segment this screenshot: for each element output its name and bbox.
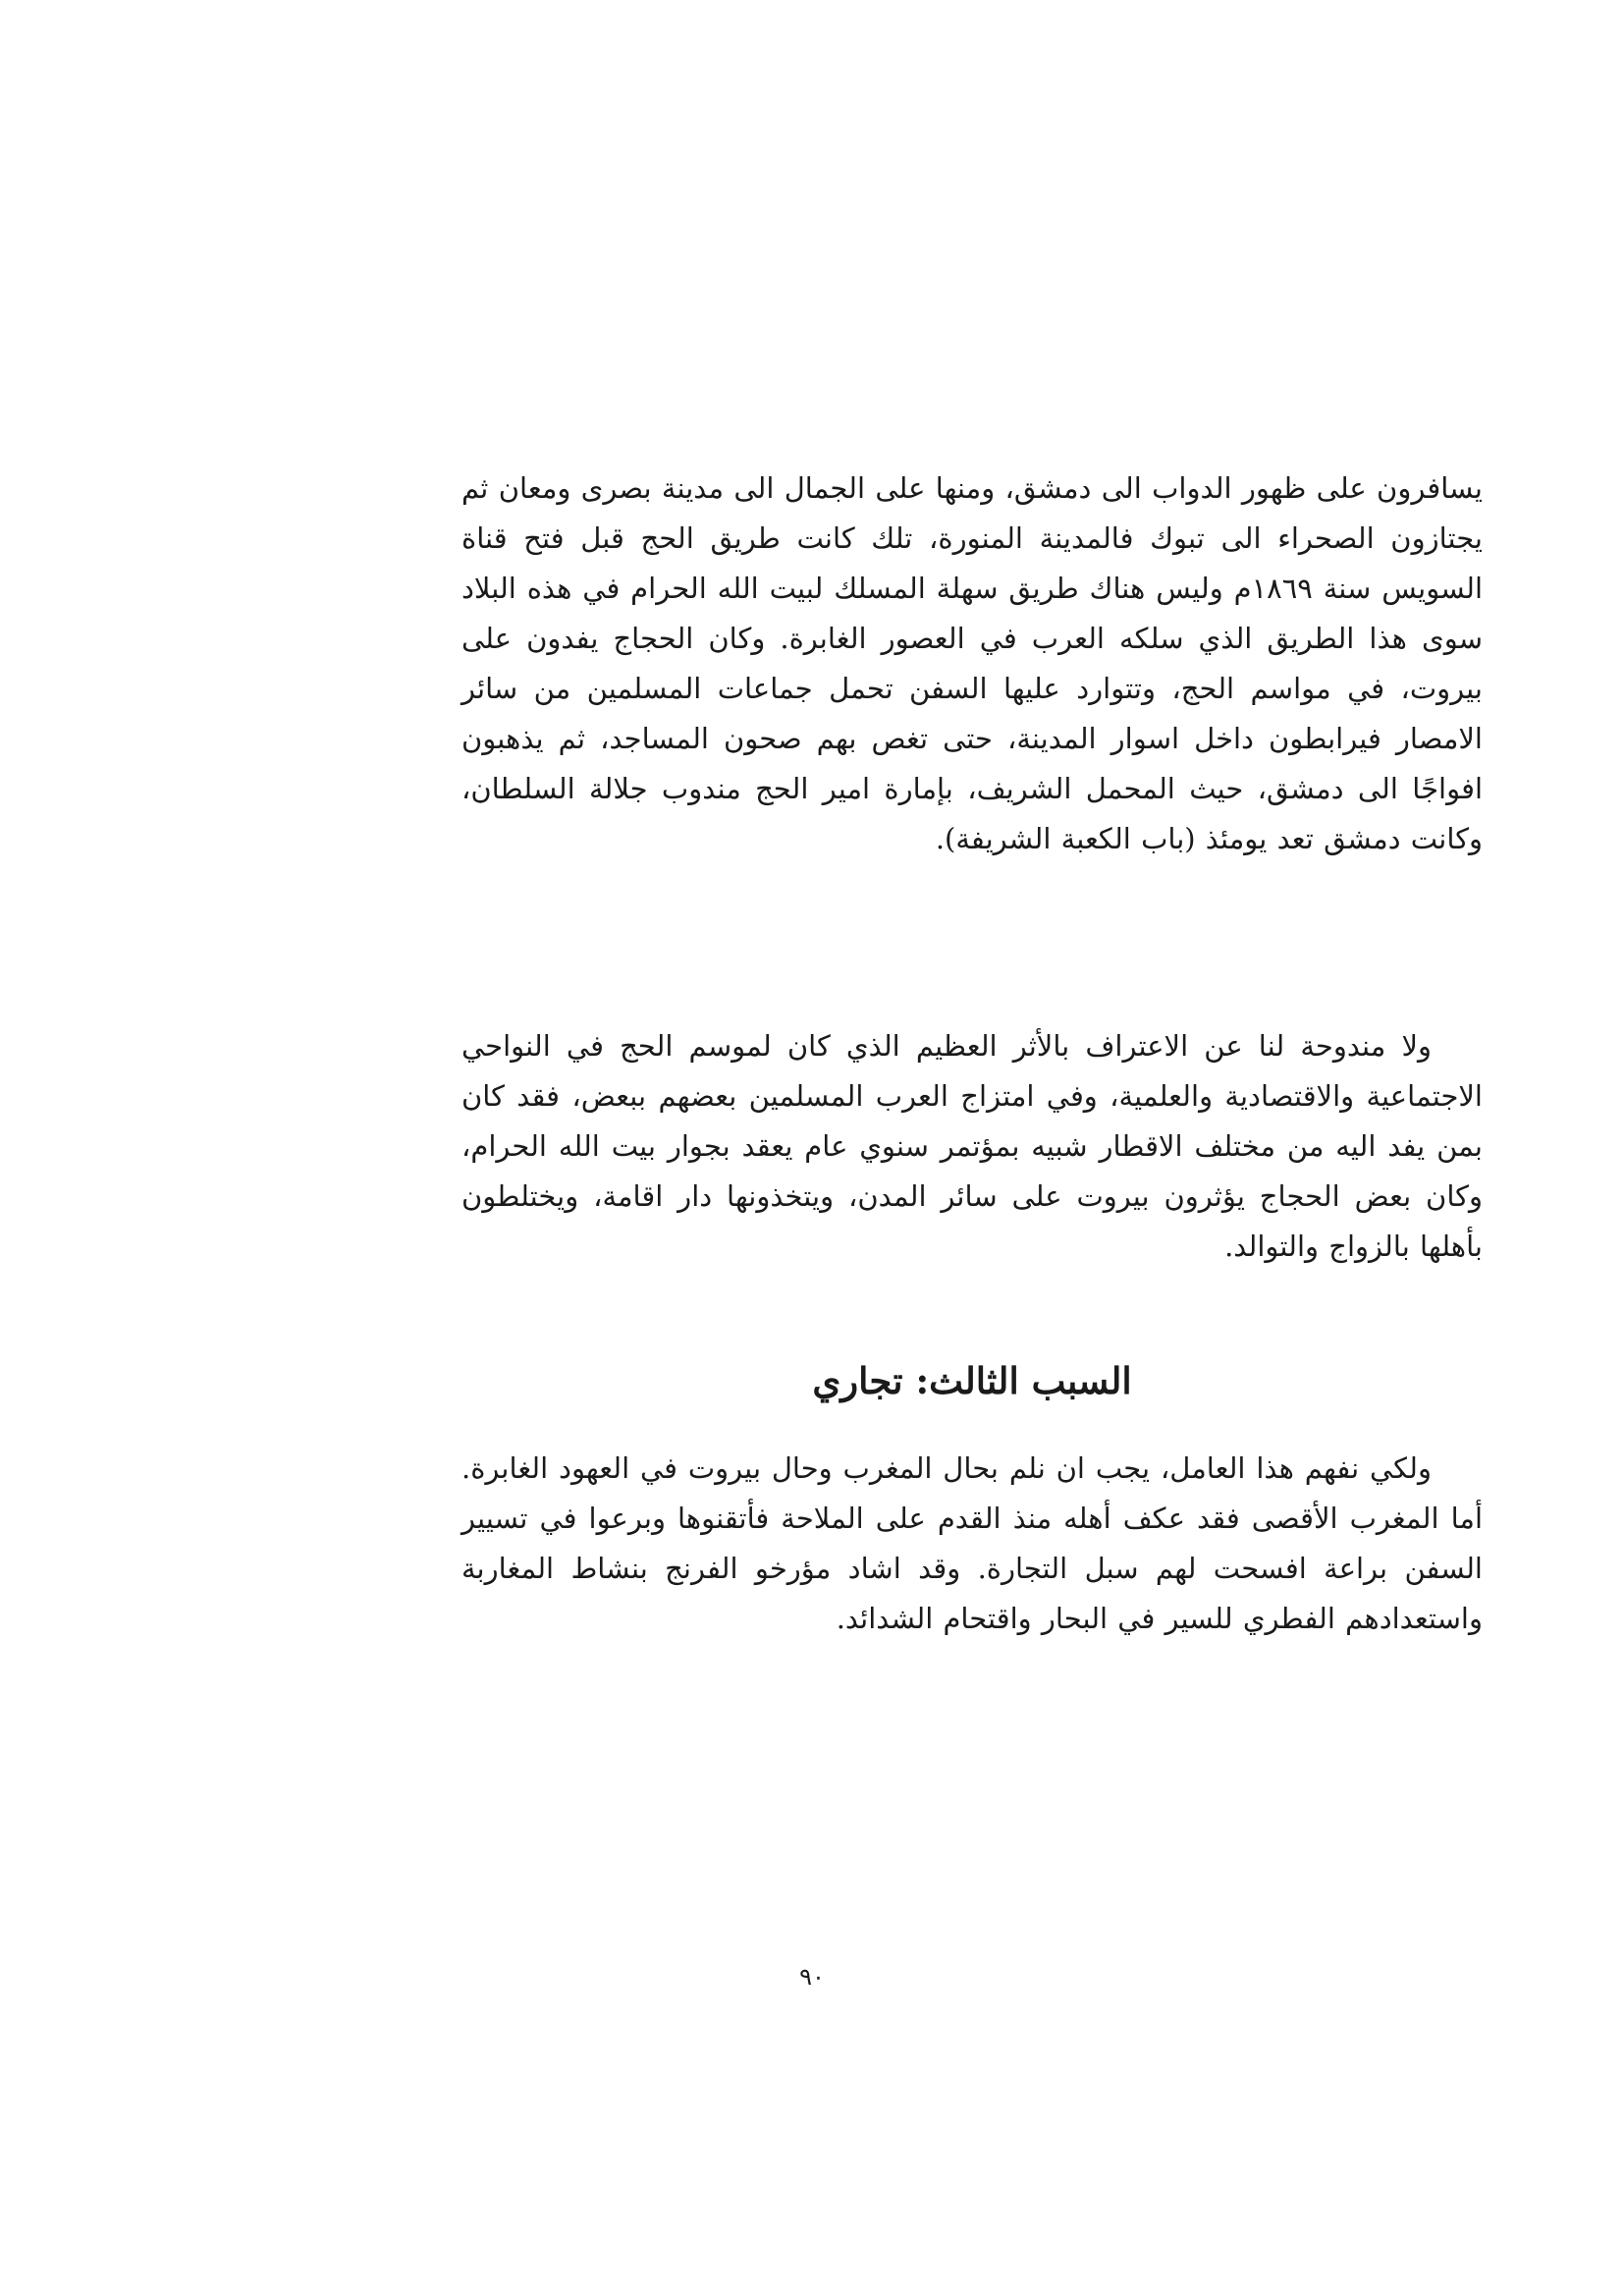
paragraph-text: ولكي نفهم هذا العامل، يجب ان نلم بحال المغرب وحال بيروت في العهود الغابرة. أما المغرب الأقصى فقد عكف أهله منذ القدم على الملاحة فأتقنوها وبرعوا في تسيير السفن براعة افسحت لهم سبل التجارة. وقد اشاد مؤرخو الفرنج بنشاط المغاربة واستعدادهم الفطري للسير في البحار واقتحام الشدائد. (461, 1451, 1483, 1635)
paragraph-text: يسافرون على ظهور الدواب الى دمشق، ومنها على الجمال الى مدينة بصرى ومعان ثم يجتازون الصحراء الى تبوك فالمدينة المنورة، تلك كانت طريق الحج قبل فتح قناة السويس سنة ١٨٦٩م وليس هناك طريق سهلة المسلك لبيت الله الحرام في هذه البلاد سوى هذا الطريق الذي سلكه العرب في العصور الغابرة. وكان الحجاج يفدون على بيروت، في مواسم الحج، وتتوارد عليها السفن تحمل جماعات المسلمين من سائر الامصار فيرابطون داخل اسوار المدينة، حتى تغص بهم صحون المساجد، ثم يذهبون افواجًا الى دمشق، حيث المحمل الشريف، بإمارة امير الحج مندوب جلالة السلطان، وكانت دمشق تعد يومئذ (باب الكعبة الشريفة). (461, 471, 1483, 855)
paragraph-maghreb-trade (461, 1444, 1483, 1644)
page-number: ٩٠ (799, 1963, 825, 1991)
paragraph-hajj-impact (461, 1021, 1483, 1272)
paragraph-hajj-route (461, 464, 1483, 864)
paragraph-text: ولا مندوحة لنا عن الاعتراف بالأثر العظيم الذي كان لموسم الحج في النواحي الاجتماعية والاقتصادية والعلمية، وفي امتزاج العرب المسلمين بعضهم ببعض، فقد كان بمن يفد اليه من مختلف الاقطار شبيه بمؤتمر سنوي عام يعقد بجوار بيت الله الحرام، وكان بعض الحجاج يؤثرون بيروت على سائر المدن، ويتخذونها دار اقامة، ويختلطون بأهلها بالزواج والتوالد. (461, 1029, 1483, 1263)
section-heading: السبب الثالث: تجاري (812, 1359, 1132, 1402)
